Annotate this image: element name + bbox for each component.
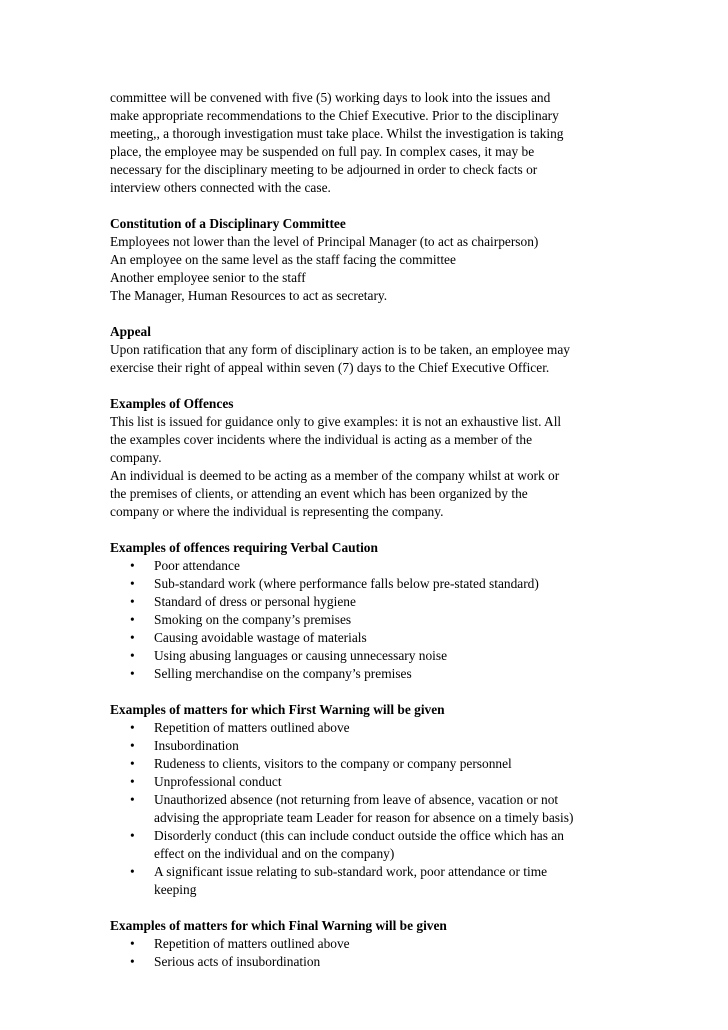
list-item (110, 737, 630, 755)
list-item (110, 575, 630, 593)
appeal-section (110, 323, 630, 377)
bullet-icon: • (130, 756, 135, 771)
bullet-icon: • (130, 612, 135, 627)
bullet-icon: • (130, 576, 135, 591)
constitution-body (110, 233, 630, 305)
list-item (110, 719, 630, 737)
bullet-icon: • (130, 792, 135, 807)
text-line: committee will be convened with five (5) working days to look into the issues and (110, 90, 551, 105)
offences-section (110, 395, 630, 521)
list-item (110, 773, 630, 791)
offences-body (110, 413, 630, 521)
verbal-caution-heading: Examples of offences requiring Verbal Caution (110, 540, 378, 555)
text-line: Another employee senior to the staff (110, 270, 306, 285)
list-item (110, 557, 630, 575)
list-item (110, 827, 630, 863)
constitution-section (110, 215, 630, 305)
list-item (110, 629, 630, 647)
intro-paragraph (110, 89, 630, 197)
offences-heading: Examples of Offences (110, 396, 234, 411)
text-line: the premises of clients, or attending an event which has been organized by the (110, 486, 528, 501)
item-text: Rudeness to clients, visitors to the company or company personnel (154, 756, 512, 771)
list-item (110, 611, 630, 629)
final-warning-heading: Examples of matters for which Final Warning will be given (110, 918, 447, 933)
constitution-heading: Constitution of a Disciplinary Committee (110, 216, 346, 231)
text-line: the examples cover incidents where the individual is acting as a member of the (110, 432, 533, 447)
text-line: This list is issued for guidance only to give examples: it is not an exhaustive list. All (110, 414, 562, 429)
list-item (110, 863, 630, 899)
list-item (110, 935, 630, 953)
text-line: An individual is deemed to be acting as a member of the company whilst at work or (110, 468, 560, 483)
text-line: exercise their right of appeal within seven (7) days to the Chief Executive Officer. (110, 360, 550, 375)
bullet-icon: • (130, 558, 135, 573)
list-item (110, 665, 630, 683)
text-line: Employees not lower than the level of Principal Manager (to act as chairperson) (110, 234, 539, 249)
list-item (110, 647, 630, 665)
bullet-icon: • (130, 954, 135, 969)
item-text: Serious acts of insubordination (154, 954, 321, 969)
document-page (110, 89, 630, 971)
item-text: Poor attendance (154, 558, 240, 573)
first-warning-heading: Examples of matters for which First Warning will be given (110, 702, 445, 717)
item-text: Standard of dress or personal hygiene (154, 594, 356, 609)
item-text: Causing avoidable wastage of materials (154, 630, 367, 645)
bullet-icon: • (130, 738, 135, 753)
appeal-body (110, 341, 630, 377)
text-line: meeting,, a thorough investigation must take place. Whilst the investigation is taking (110, 126, 564, 141)
bullet-icon: • (130, 720, 135, 735)
final-warning-section (110, 917, 630, 971)
item-text: effect on the individual and on the company) (154, 846, 395, 861)
appeal-heading: Appeal (110, 324, 151, 339)
item-text: Repetition of matters outlined above (154, 720, 350, 735)
verbal-caution-list (110, 557, 630, 683)
text-line: Upon ratification that any form of disciplinary action is to be taken, an employee may (110, 342, 570, 357)
first-warning-list (110, 719, 630, 899)
text-line: place, the employee may be suspended on full pay. In complex cases, it may be (110, 144, 535, 159)
item-text: Repetition of matters outlined above (154, 936, 350, 951)
text-line: make appropriate recommendations to the Chief Executive. Prior to the disciplinary (110, 108, 559, 123)
text-line: company. (110, 450, 162, 465)
text-line: necessary for the disciplinary meeting to be adjourned in order to check facts or (110, 162, 538, 177)
list-item (110, 593, 630, 611)
text-line: interview others connected with the case. (110, 180, 331, 195)
item-text: Unauthorized absence (not returning from leave of absence, vacation or not (154, 792, 559, 807)
text-line: The Manager, Human Resources to act as secretary. (110, 288, 388, 303)
item-text: A significant issue relating to sub-standard work, poor attendance or time (154, 864, 548, 879)
bullet-icon: • (130, 630, 135, 645)
item-text: Sub-standard work (where performance falls below pre-stated standard) (154, 576, 539, 591)
list-item (110, 791, 630, 827)
list-item (110, 953, 630, 971)
bullet-icon: • (130, 594, 135, 609)
item-text: Insubordination (154, 738, 239, 753)
bullet-icon: • (130, 666, 135, 681)
final-warning-list (110, 935, 630, 971)
item-text: Smoking on the company’s premises (154, 612, 352, 627)
item-text: Unprofessional conduct (154, 774, 282, 789)
text-line: An employee on the same level as the staff facing the committee (110, 252, 456, 267)
bullet-icon: • (130, 648, 135, 663)
first-warning-section (110, 701, 630, 899)
text-line: company or where the individual is representing the company. (110, 504, 444, 519)
item-text: keeping (154, 882, 197, 897)
bullet-icon: • (130, 828, 135, 843)
bullet-icon: • (130, 864, 135, 879)
list-item (110, 755, 630, 773)
bullet-icon: • (130, 936, 135, 951)
bullet-icon: • (130, 774, 135, 789)
verbal-caution-section (110, 539, 630, 683)
item-text: Using abusing languages or causing unnecessary noise (154, 648, 448, 663)
item-text: Selling merchandise on the company’s premises (154, 666, 412, 681)
item-text: advising the appropriate team Leader for reason for absence on a timely basis) (154, 810, 574, 825)
item-text: Disorderly conduct (this can include conduct outside the office which has an (154, 828, 564, 843)
